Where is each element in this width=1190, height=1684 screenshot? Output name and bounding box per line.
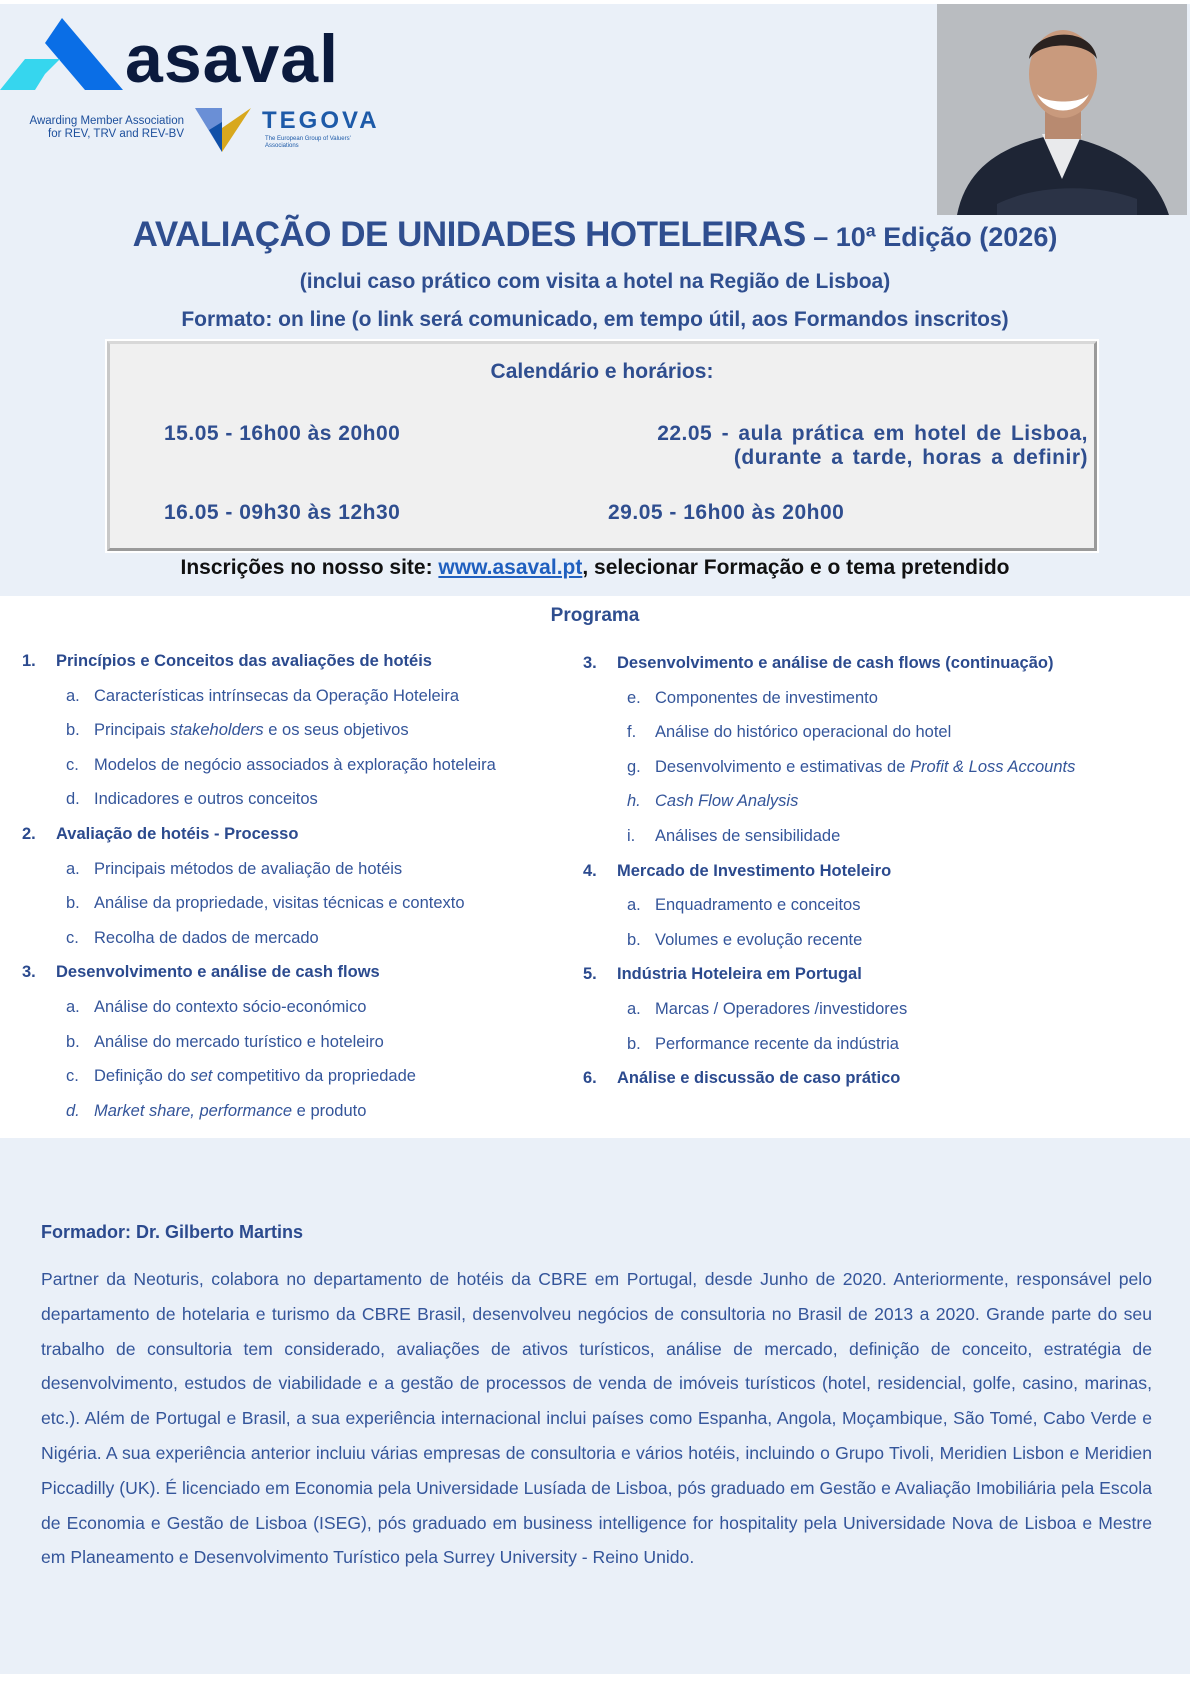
item-marker: 3.: [22, 963, 36, 982]
programa-item: [66, 894, 465, 913]
item-marker: a.: [66, 998, 80, 1016]
tegova-logo-text: TEGOVA: [262, 107, 380, 134]
item-marker: b.: [66, 894, 80, 913]
item-text: Análise do contexto sócio-económico: [94, 998, 367, 1016]
item-text: Componentes de investimento: [655, 688, 878, 707]
item-marker: c.: [66, 1067, 79, 1086]
tegova-logo-icon: [195, 108, 251, 152]
item-marker: b.: [627, 1034, 641, 1053]
item-text: Análise da propriedade, visitas técnicas e contexto: [94, 894, 465, 913]
programa-section: [22, 652, 432, 671]
item-marker: 5.: [583, 965, 597, 984]
session-1: 15.05 - 16h00 às 20h00: [164, 422, 401, 445]
programa-section: [22, 963, 380, 982]
session-4: 29.05 - 16h00 às 20h00: [608, 501, 845, 524]
item-marker: h.: [627, 792, 641, 811]
item-marker: a.: [627, 896, 641, 915]
item-marker: 1.: [22, 652, 36, 670]
item-text: Volumes e evolução recente: [655, 930, 863, 949]
programa-section: [583, 862, 891, 881]
item-text: Indicadores e outros conceitos: [94, 790, 318, 809]
item-text: competitivo da propriedade: [212, 1067, 416, 1086]
item-marker: d.: [66, 790, 80, 809]
asaval-website-link[interactable]: www.asaval.pt: [438, 556, 583, 579]
item-marker: a.: [627, 1000, 641, 1018]
item-marker: c.: [66, 755, 79, 774]
item-text: Modelos de negócio associados à exploração hoteleira: [94, 755, 496, 774]
item-marker: 4.: [583, 861, 597, 880]
registration-suffix: , selecionar Formação e o tema pretendido: [582, 556, 1010, 579]
programa-item: [66, 756, 496, 775]
item-text: Enquadramento e conceitos: [655, 896, 861, 915]
item-marker: 3.: [583, 654, 597, 672]
item-text: e produto: [292, 1101, 367, 1120]
programa-item: [627, 827, 840, 846]
item-marker: b.: [627, 930, 641, 949]
award-line-2: for REV, TRV and REV-BV: [48, 128, 184, 140]
item-marker: g.: [627, 757, 641, 776]
session-3: [657, 422, 1088, 470]
item-marker: c.: [66, 928, 79, 947]
programa-item: [627, 1000, 907, 1019]
programa-item: [627, 758, 1075, 777]
trainer-photo: [937, 4, 1187, 215]
programa-item: [66, 687, 459, 706]
item-marker: i.: [627, 827, 636, 845]
item-text-italic: Profit & Loss Accounts: [909, 757, 1076, 776]
item-marker: d.: [66, 1101, 80, 1120]
item-text: Definição do: [94, 1067, 191, 1086]
item-text: Indústria Hoteleira em Portugal: [617, 965, 862, 984]
item-text: Avaliação de hotéis - Processo: [56, 825, 299, 843]
programa-item: [66, 721, 409, 740]
tegova-subtitle: The European Group of Valuers' Associations: [265, 136, 351, 149]
format-line: Formato: on line (o link será comunicado, em tempo útil, aos Formandos inscritos): [181, 308, 1009, 331]
item-marker: a.: [66, 859, 80, 878]
item-text-italic: set: [190, 1067, 213, 1086]
item-text: e os seus objetivos: [263, 721, 409, 740]
page-title: [0, 215, 1190, 255]
edition-label: Edição (2026): [875, 222, 1058, 252]
item-marker: 2.: [22, 825, 36, 843]
award-line-1: Awarding Member Association: [29, 115, 184, 127]
item-text-italic: Market share, performance: [94, 1101, 293, 1120]
programa-item: [66, 1102, 366, 1121]
programa-item: [66, 790, 318, 809]
programa-item: [627, 1035, 899, 1054]
programa-section: [583, 654, 1053, 673]
item-text: Análises de sensibilidade: [655, 827, 841, 845]
registration-line: [0, 556, 1190, 580]
item-text: Principais: [94, 721, 171, 740]
item-text: Marcas / Operadores /investidores: [655, 1000, 908, 1018]
item-marker: f.: [627, 723, 637, 742]
asaval-logo-text: asaval: [125, 21, 339, 97]
programa-item: [627, 896, 860, 915]
programa-section: [22, 825, 298, 844]
registration-prefix: Inscrições no nosso site:: [180, 556, 439, 579]
title-dash: –: [805, 222, 836, 252]
item-text: Performance recente da indústria: [655, 1034, 899, 1053]
item-text-italic: stakeholders: [170, 721, 264, 740]
item-text: Desenvolvimento e análise de cash flows: [56, 963, 380, 982]
programa-item: [627, 931, 862, 950]
item-text-italic: Cash Flow Analysis: [655, 792, 799, 811]
trainer-heading: Formador: Dr. Gilberto Martins: [41, 1222, 304, 1242]
item-text: Análise do histórico operacional do hotel: [655, 723, 952, 742]
item-text: Análise e discussão de caso prático: [617, 1069, 901, 1088]
item-marker: 6.: [583, 1069, 597, 1088]
programa-heading: Programa: [550, 605, 640, 626]
item-text: Análise do mercado turístico e hoteleiro: [94, 1032, 384, 1051]
trainer-bio: Partner da Neoturis, colabora no departamento de hotéis da CBRE em Portugal, desde Junho de 2020. Anteriormente, responsável pelo departamento de hotelaria e turismo da CBRE Brasil, desenvolveu negócios de consultoria no Brasil de 2013 a 2020. Grande parte do seu trabalho de consultoria tem considerado, avaliações de ativos turísticos, análise de mercado, definição de conceito, estratégia de desenvolvimento, estudos de viabilidade e a gestão de processos de venda de imóveis turísticos (hotel, residencial, golfe, casino, marinas, etc.). Além de Portugal e Brasil, a sua experiência internacional inclui países como Espanha, Angola, Moçambique, São Tomé, Cabo Verde e Nigéria. A sua experiência anterior incluiu várias empresas de consultoria e vários hotéis, incluindo o Grupo Tivoli, Meridien Lisbon e Meridien Piccadilly (UK). É licenciado em Economia pela Universidade Lusíada de Lisboa, pós graduado em Gestão e Avaliação Imobiliária pela Escola de Economia e Gestão de Lisboa (ISEG), pós graduado em business intelligence for hospitality pela Universidade Nova de Lisboa e Mestre em Planeamento e Desenvolvimento Turístico pela Surrey University - Reino Unido.: [41, 1269, 1152, 1568]
item-text: Mercado de Investimento Hoteleiro: [617, 861, 892, 880]
edition-number: 10ª: [835, 222, 876, 252]
item-marker: e.: [627, 688, 641, 707]
subtitle: (inclui caso prático com visita a hotel na Região de Lisboa): [299, 270, 891, 293]
item-marker: a.: [66, 686, 80, 705]
item-marker: b.: [66, 1032, 80, 1051]
asaval-logo-icon: [0, 18, 125, 98]
item-marker: b.: [66, 721, 80, 740]
item-text: Desenvolvimento e análise de cash flows (continuação): [617, 654, 1054, 672]
item-text: Recolha de dados de mercado: [94, 928, 319, 947]
programa-section: [583, 1069, 900, 1088]
award-text: [4, 115, 184, 141]
item-text: Principais métodos de avaliação de hotéis: [94, 859, 403, 878]
programa-item: [627, 689, 878, 708]
programa-item: [66, 1067, 416, 1086]
title-main: AVALIAÇÃO DE UNIDADES HOTELEIRAS: [132, 215, 806, 254]
programa-item: [66, 998, 366, 1017]
programa-item: [66, 1033, 384, 1052]
programa-section: [583, 965, 862, 984]
programa-item: [66, 860, 402, 879]
session-3-line-1: 22.05 - aula prática em hotel de Lisboa,: [657, 422, 1088, 445]
programa-item: [627, 792, 798, 811]
item-text: Desenvolvimento e estimativas de: [655, 757, 910, 776]
item-text: Princípios e Conceitos das avaliações de hotéis: [56, 652, 432, 670]
programa-item: [66, 929, 319, 948]
session-2: 16.05 - 09h30 às 12h30: [164, 501, 401, 524]
session-3-line-2: (durante a tarde, horas a definir): [733, 446, 1088, 469]
calendar-heading: Calendário e horários:: [490, 360, 714, 383]
programa-item: [627, 723, 951, 742]
calendar-box: [107, 341, 1097, 551]
item-text: Características intrínsecas da Operação Hoteleira: [94, 686, 459, 705]
